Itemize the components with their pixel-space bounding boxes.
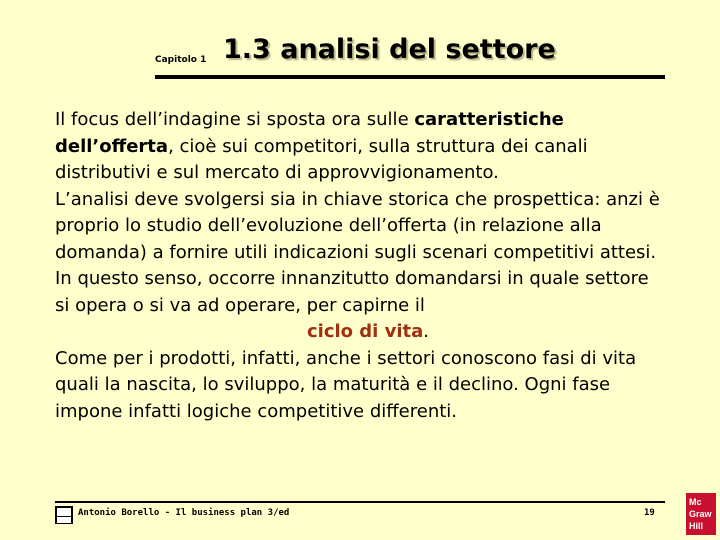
mcgraw-hill-logo-icon [686,493,716,535]
slide-body [55,107,665,425]
page-number: 19 [644,508,655,518]
paragraph-offer-intro: Il focus dell’indagine si sposta ora sulle [55,109,415,130]
paragraph-analysis: L’analisi deve svolgersi sia in chiave storica che prospettica: anzi è proprio lo studio dell’evoluzione dell’offerta (in relazione alla domanda) a fornire utili indicazioni sugli scenari competitivi attesi. [55,188,660,263]
paragraph-phases: Come per i prodotti, infatti, anche i settori conoscono fasi di vita quali la nascita, lo sviluppo, la maturità e il declino. Ogni fase impone infatti logiche competitive differenti. [55,347,637,422]
footer-divider [55,501,665,503]
paragraph-lifecycle [55,319,665,346]
bp-logo-icon [55,506,73,524]
logo-text-mc: Mc [689,497,702,507]
offer-characteristics-term: caratteristiche dell’offerta [55,109,564,157]
logo-text-hill: Hill [689,521,704,531]
chapter-label: Capitolo 1 [155,55,207,65]
slide-title: 1.3 analisi del settore [223,34,556,65]
lifecycle-period: . [423,321,430,342]
title-divider [155,75,665,79]
paragraph-sector: In questo senso, occorre innanzitutto domandarsi in quale settore si opera o si va ad operare, per capirne il [55,268,649,316]
footer-author-book: Antonio Borello - Il business plan 3/ed [78,508,290,518]
logo-text-graw: Graw [689,509,712,519]
lifecycle-term: ciclo di vita [306,321,424,342]
paragraph-offer [55,107,665,187]
paragraph-offer-rest: , cioè sui competitori, sulla struttura dei canali distributivi e sul mercato di approvvigionamento. [55,135,588,183]
